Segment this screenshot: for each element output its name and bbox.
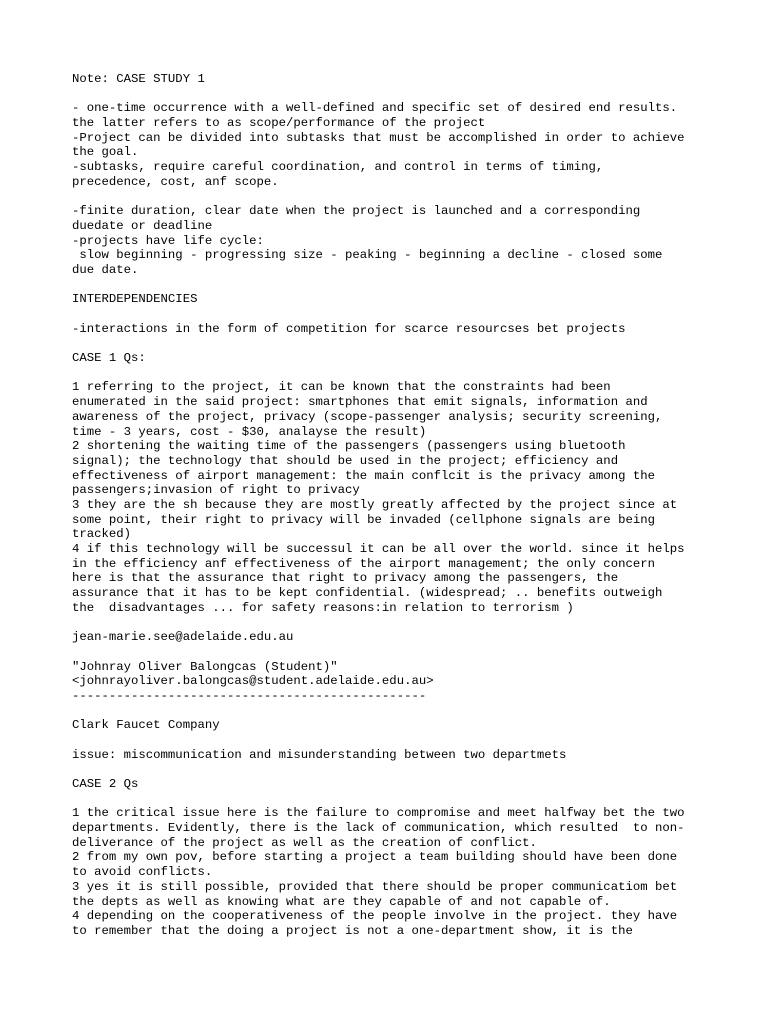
text-line: enumerated in the said project: smartphones that emit signals, information and bbox=[72, 395, 648, 410]
text-line: signal); the technology that should be used in the project; efficiency and bbox=[72, 453, 619, 468]
text-line: to avoid conflicts. bbox=[72, 865, 213, 880]
text-line: 1 the critical issue here is the failure to compromise and meet halfway bet the two bbox=[72, 806, 685, 821]
text-line: time - 3 years, cost - $30, analayse the result) bbox=[72, 424, 427, 439]
blank-line bbox=[72, 278, 712, 293]
text-line: passengers;invasion of right to privacy bbox=[72, 483, 360, 498]
blank-line bbox=[72, 307, 712, 322]
text-line: in the efficiency anf effectiveness of the airport management; the only concern bbox=[72, 556, 655, 571]
text-line: -Project can be divided into subtasks that must be accomplished in order to achieve bbox=[72, 130, 685, 145]
text-line: -subtasks, require careful coordination, and control in terms of timing, bbox=[72, 160, 604, 175]
text-line: here is that the assurance that right to privacy among the passengers, the bbox=[72, 571, 619, 586]
text-line: jean-marie.see@adelaide.edu.au bbox=[72, 630, 294, 645]
blank-line bbox=[72, 366, 712, 381]
blank-line bbox=[72, 336, 712, 351]
blank-line bbox=[72, 704, 712, 719]
text-line: 4 if this technology will be successul it can be all over the world. since it helps bbox=[72, 542, 685, 556]
text-line: to remember that the doing a project is not a one-department show, it is the bbox=[72, 923, 633, 938]
blank-line bbox=[72, 762, 712, 777]
text-line: ------------------------------------------------ bbox=[72, 688, 427, 703]
text-line: deliverance of the project as well as the creation of conflict. bbox=[72, 835, 537, 850]
text-line: the depts as well as knowing what are they capable of and not capable of. bbox=[72, 894, 611, 909]
text-line: assurance that it has to be kept confidential. (widespread; .. benefits outweigh bbox=[72, 586, 663, 601]
blank-line bbox=[72, 792, 712, 807]
blank-line bbox=[72, 733, 712, 748]
text-line: Note: CASE STUDY 1 bbox=[72, 72, 205, 86]
text-line: 2 from my own pov, before starting a project a team building should have been done bbox=[72, 850, 678, 865]
text-line: the disadvantages ... for safety reasons:in relation to terrorism ) bbox=[72, 600, 574, 615]
text-line: 4 depending on the cooperativeness of the people involve in the project. they have bbox=[72, 909, 678, 924]
text-line: -projects have life cycle: bbox=[72, 233, 264, 248]
blank-line bbox=[72, 615, 712, 630]
text-line: slow beginning - progressing size - peaking - beginning a decline - closed some bbox=[72, 248, 663, 263]
text-line: the latter refers to as scope/performance of the project bbox=[72, 116, 486, 131]
document-page bbox=[72, 72, 712, 939]
text-line: CASE 2 Qs bbox=[72, 777, 139, 791]
text-line: Clark Faucet Company bbox=[72, 718, 220, 733]
text-line: 3 yes it is still possible, provided that there should be proper communicatiom bet bbox=[72, 879, 678, 894]
text-line: CASE 1 Qs: bbox=[72, 351, 146, 366]
text-line: tracked) bbox=[72, 527, 132, 542]
text-line: - one-time occurrence with a well-defined and specific set of desired end results. bbox=[72, 101, 678, 116]
text-line: due date. bbox=[72, 262, 139, 277]
text-line: precedence, cost, anf scope. bbox=[72, 174, 279, 189]
text-line: "Johnray Oliver Balongcas (Student)" bbox=[72, 659, 338, 674]
text-line: -finite duration, clear date when the project is launched and a corresponding bbox=[72, 204, 641, 219]
text-line: the goal. bbox=[72, 145, 139, 160]
blank-line bbox=[72, 645, 712, 660]
text-line: 2 shortening the waiting time of the passengers (passengers using bluetooth bbox=[72, 439, 626, 454]
text-line: 1 referring to the project, it can be known that the constraints had been bbox=[72, 380, 611, 395]
text-line: -interactions in the form of competition for scarce resourcses bet projects bbox=[72, 321, 626, 336]
text-line: departments. Evidently, there is the lack of communication, which resulted to non- bbox=[72, 821, 685, 836]
text-line: some point, their right to privacy will be invaded (cellphone signals are being bbox=[72, 512, 655, 527]
blank-line bbox=[72, 190, 712, 205]
text-line: 3 they are the sh because they are mostly greatly affected by the project since at bbox=[72, 497, 678, 512]
text-line: effectiveness of airport management: the main conflcit is the privacy among the bbox=[72, 468, 655, 483]
text-line: awareness of the project, privacy (scope-passenger analysis; security screening, bbox=[72, 409, 663, 424]
text-line: INTERDEPENDENCIES bbox=[72, 292, 198, 307]
text-line: issue: miscommunication and misunderstanding between two departmets bbox=[72, 747, 567, 762]
blank-line bbox=[72, 87, 712, 102]
text-line: duedate or deadline bbox=[72, 218, 213, 233]
text-line: <johnrayoliver.balongcas@student.adelaide.edu.au> bbox=[72, 674, 434, 689]
